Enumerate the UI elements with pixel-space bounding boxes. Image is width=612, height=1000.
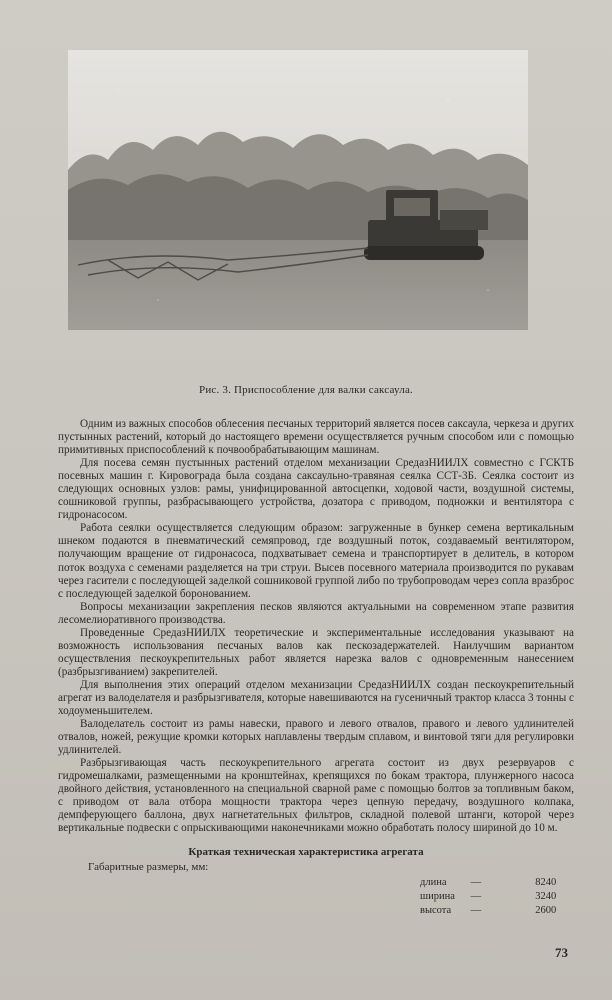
figure-photo (68, 50, 528, 330)
paragraph: Работа сеялки осуществляется следующим образом: загруженные в бункер семена вертикальным шнеком подаются в пневматический семяпровод, где воздушный поток, создаваемый вентилятором, получающим вращение от гидронасоса, подхватывает семена и транспортирует в делитель, в котором поток воздуха с семенами разделяется на три струи. Высев посевного материала производится по рукавам через гасители с последующей заделкой сошниковой группой либо по трубопроводам через сопла вразброс с последующей заделкой боронованием. (58, 522, 574, 600)
page-number: 73 (555, 945, 568, 960)
paragraph: Валоделатель состоит из рамы навески, правого и левого отвалов, правого и левого удлинителей отвалов, ножей, режущие кромки которых наплавлены твердым сплавом, и винтовой тяги для регулировки удлинителей. (58, 718, 574, 757)
spec-row (420, 890, 556, 904)
specs-title: Краткая техническая характеристика агрегата (188, 846, 424, 858)
paragraph: Вопросы механизации закрепления песков являются актуальными на современном этапе развития лесомелиоративного производства. (58, 600, 574, 626)
spec-dash: — (470, 891, 482, 902)
paragraph: Одним из важных способов облесения песчаных территорий является посев саксаула, черкеза и других пустынных растений, который до настоящего времени осуществляется ручным способом или с помощью примитивных приспособлений к почвообрабатывающим машинам. (58, 418, 574, 457)
figure-caption: Рис. 3. Приспособление для валки саксаула. (199, 384, 413, 396)
article-body (58, 418, 574, 836)
spec-dash: — (470, 905, 482, 916)
spec-value: 2600 (535, 905, 557, 916)
spec-name: высота (420, 905, 452, 916)
spec-row (420, 876, 556, 890)
spec-value: 8240 (535, 877, 557, 888)
saxaul-tractor-image (68, 50, 528, 330)
spec-row (420, 904, 556, 918)
paragraph: Для выполнения этих операций отделом механизации СредазНИИЛХ создан пескоукрепительный агрегат из валоделателя и разбрызгивателя, которые навешиваются на гусеничный трактор класса 3 тонны с ходоуменьшителем. (58, 678, 574, 718)
specs-list (420, 876, 556, 918)
paragraph: Для посева семян пустынных растений отделом механизации СредазНИИЛХ совместно с ГСКТБ посевных машин г. Кировограда была создана саксаульно-травяная сеялка ССТ-3Б. Сеялка состоит из следующих основных узлов: рамы, унифицированной автосцепки, ходовой части, воздушной системы, сошниковой группы, разбрасывающего устройства, дозатора с приводом, подножки и вентилятора с гидронасосом. (58, 457, 574, 522)
specs-label: Габаритные размеры, мм: (88, 861, 209, 873)
spec-name: длина (420, 877, 447, 888)
spec-value: 3240 (535, 891, 557, 902)
spec-dash: — (470, 877, 482, 888)
paragraph: Проведенные СредазНИИЛХ теоретические и экспериментальные исследования указывают на возможность использования песчаных валов как пескозадержателей. Наилучшим вариантом осуществления пескоукрепительных работ является нарезка валов с одновременным нанесением (разбрызгиванием) закрепителей. (58, 626, 574, 678)
paragraph: Разбрызгивающая часть пескоукрепительного агрегата состоит из двух резервуаров с гидромешалками, размещенными на кронштейнах, крепящихся по бокам трактора, плунжерного насоса двойного действия, установленного на специальной сварной раме с помощью болтов за топливным баком, с приводом от вала отбора мощности трактора через цепную передачу, воздушного колпака, демпферующего баллона, двух нагнетательных фильтров, складной полевой штанги, которой через вертикальные подвески с опрыскивающими наконечниками можно обработать полосу шириной до 10 м. (58, 757, 574, 835)
spec-name: ширина (420, 891, 455, 902)
